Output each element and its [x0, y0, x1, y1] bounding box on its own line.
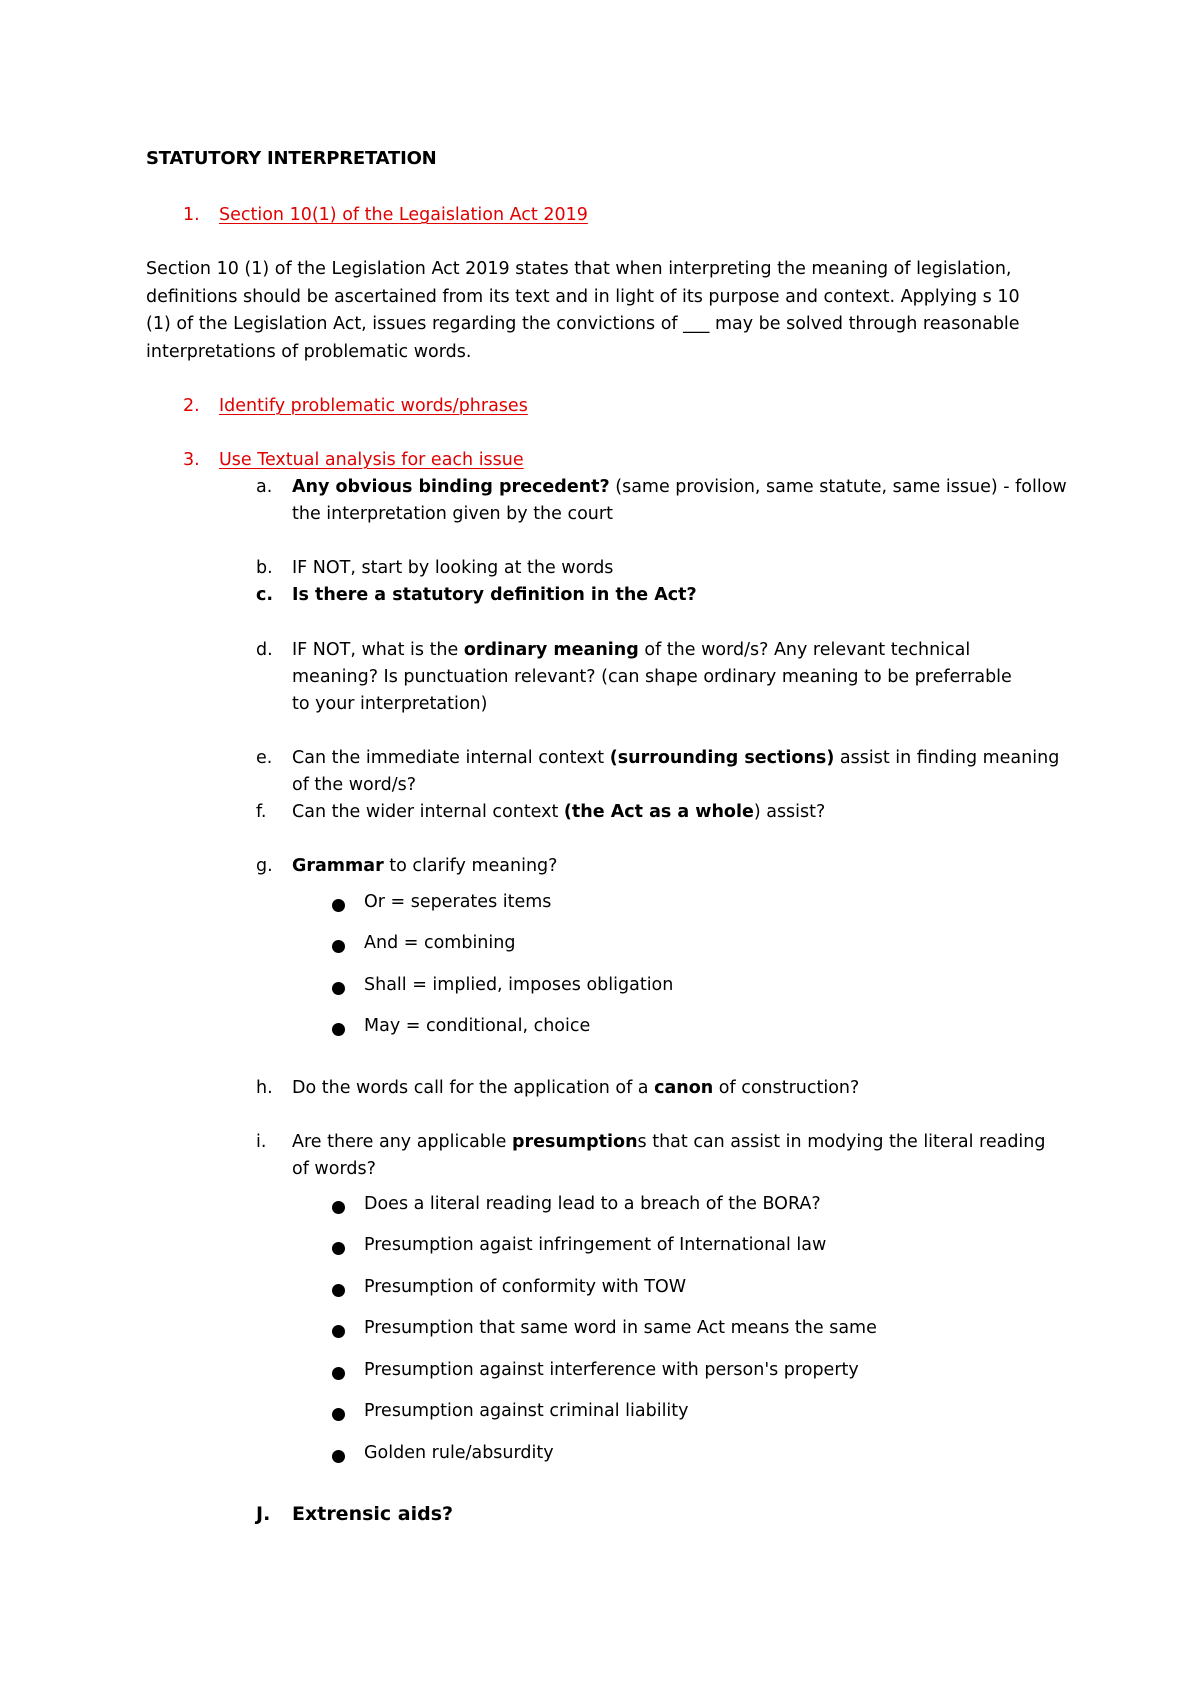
list-marker-b: b. [256, 558, 273, 578]
list-item-e [292, 748, 1059, 768]
item-g-bold: Grammar [292, 856, 384, 876]
intro-line: definitions should be ascertained from its text and in light of its purpose and context. Applying s 10 [146, 286, 1020, 307]
bullet-icon [332, 1450, 345, 1463]
section-3-heading: Use Textual analysis for each issue [219, 450, 524, 470]
list-marker-d: d. [256, 640, 273, 660]
item-f-pre: Can the wider internal context [292, 802, 564, 822]
item-a-bold: Any obvious binding precedent? [292, 477, 610, 497]
grammar-bullet-item: Or = seperates items [364, 892, 552, 912]
list-marker-g: g. [256, 856, 273, 876]
list-item-i [292, 1132, 1045, 1152]
list-item-c: Is there a statutory definition in the Act? [292, 585, 697, 605]
list-marker-i: i. [256, 1132, 267, 1152]
item-h-post: of construction? [713, 1078, 860, 1098]
list-marker-a: a. [256, 477, 273, 497]
list-marker-c: c. [256, 585, 274, 605]
item-e-line2: of the word/s? [292, 775, 417, 795]
document-title: STATUTORY INTERPRETATION [146, 148, 437, 169]
item-e-post: assist in finding meaning [834, 748, 1060, 768]
bullet-icon [332, 940, 345, 953]
grammar-bullet-item: And = combining [364, 933, 516, 953]
item-e-bold: (surrounding sections) [609, 748, 835, 768]
bullet-icon [332, 1242, 345, 1255]
list-item-g [292, 856, 557, 876]
list-marker-e: e. [256, 748, 273, 768]
item-d-bold: ordinary meaning [463, 640, 639, 660]
presumption-bullet-item: Does a literal reading lead to a breach of the BORA? [364, 1194, 821, 1214]
bullet-icon [332, 1201, 345, 1214]
section-2-heading: Identify problematic words/phrases [219, 396, 528, 416]
presumption-bullet-item: Presumption against criminal liability [364, 1401, 689, 1421]
list-item-f [292, 802, 825, 822]
item-i-bold: presumption [512, 1132, 638, 1152]
bullet-icon [332, 1023, 345, 1036]
list-item-h [292, 1078, 859, 1098]
item-a-rest: (same provision, same statute, same issue) - follow [609, 477, 1067, 497]
grammar-bullet-item: May = conditional, choice [364, 1016, 591, 1036]
list-marker-j: J. [256, 1503, 271, 1525]
presumption-bullet-item: Golden rule/absurdity [364, 1443, 554, 1463]
item-a-line2: the interpretation given by the court [292, 504, 613, 524]
list-item-d [292, 640, 970, 660]
intro-line: interpretations of problematic words. [146, 341, 472, 362]
item-f-bold: (the Act as a whole [563, 802, 754, 822]
item-d-pre: IF NOT, what is the [292, 640, 464, 660]
list-item-j: Extrensic aids? [292, 1503, 454, 1525]
list-item-b: IF NOT, start by looking at the words [292, 558, 614, 578]
section-2-number: 2. [183, 396, 200, 416]
section-1-number: 1. [183, 205, 200, 225]
bullet-icon [332, 1408, 345, 1421]
bullet-icon [332, 1284, 345, 1297]
item-i-post: s that can assist in modying the literal reading [637, 1132, 1046, 1152]
section-1-heading: Section 10(1) of the Legaislation Act 2019 [219, 205, 588, 225]
item-d-post: of the word/s? Any relevant technical [638, 640, 971, 660]
item-e-pre: Can the immediate internal context [292, 748, 610, 768]
section-3-number: 3. [183, 450, 200, 470]
list-marker-f: f. [256, 802, 267, 822]
item-i-pre: Are there any applicable [292, 1132, 513, 1152]
item-d-line2: meaning? Is punctuation relevant? (can shape ordinary meaning to be preferrable [292, 667, 1012, 687]
list-marker-h: h. [256, 1078, 273, 1098]
item-i-line2: of words? [292, 1159, 376, 1179]
item-h-bold: canon [654, 1078, 714, 1098]
presumption-bullet-item: Presumption of conformity with TOW [364, 1277, 687, 1297]
presumption-bullet-item: Presumption against interference with person's property [364, 1360, 859, 1380]
grammar-bullet-item: Shall = implied, imposes obligation [364, 975, 674, 995]
item-d-line3: to your interpretation) [292, 694, 488, 714]
bullet-icon [332, 1367, 345, 1380]
item-h-pre: Do the words call for the application of a [292, 1078, 655, 1098]
item-g-post: to clarify meaning? [383, 856, 558, 876]
presumption-bullet-item: Presumption that same word in same Act means the same [364, 1318, 877, 1338]
bullet-icon [332, 899, 345, 912]
intro-line: (1) of the Legislation Act, issues regarding the convictions of ___ may be solved through reasonable [146, 314, 1020, 334]
list-item-a [292, 477, 1067, 497]
intro-line: Section 10 (1) of the Legislation Act 2019 states that when interpreting the meaning of legislation, [146, 259, 1012, 279]
bullet-icon [332, 1325, 345, 1338]
item-f-post: ) assist? [753, 802, 826, 822]
bullet-icon [332, 982, 345, 995]
presumption-bullet-item: Presumption agaist infringement of International law [364, 1235, 827, 1255]
intro-paragraph [146, 256, 1066, 366]
